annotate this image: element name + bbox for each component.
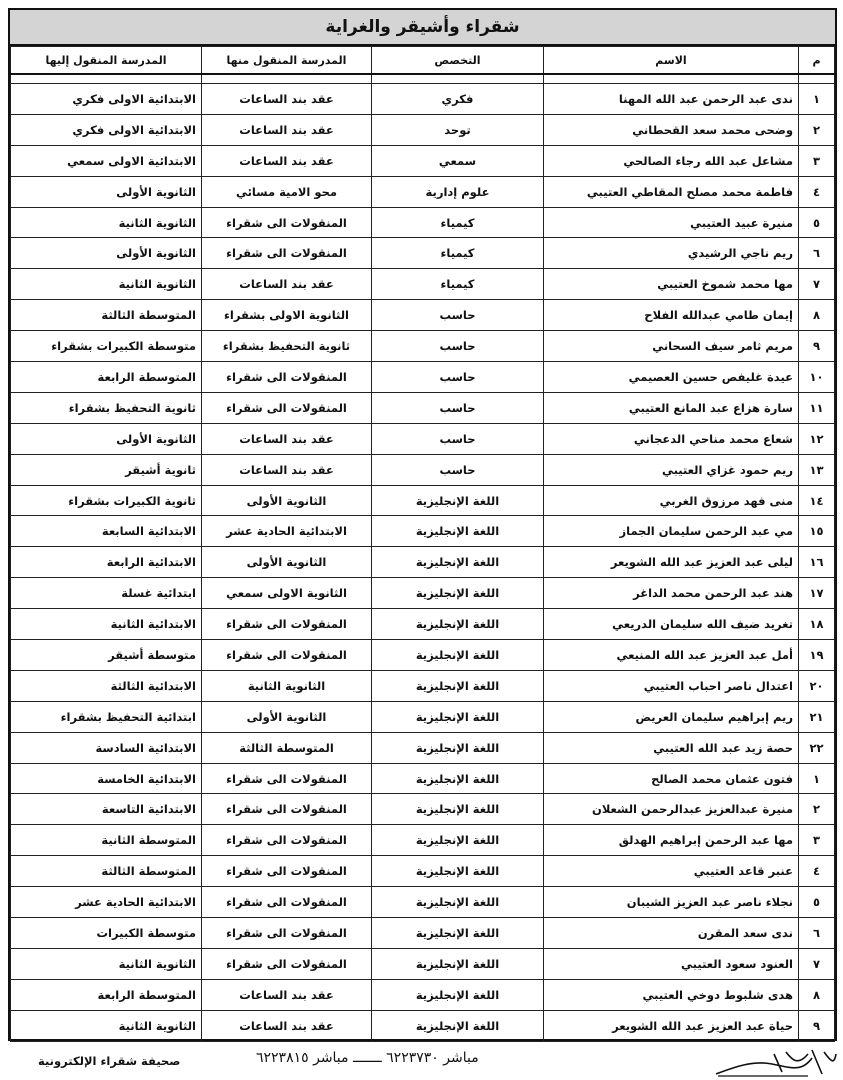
row-number: ١٢ bbox=[799, 423, 835, 454]
table-row bbox=[11, 269, 835, 300]
row-specialty: اللغة الإنجليزية bbox=[372, 640, 544, 671]
row-name: فاطمة محمد مصلح المقاطي العتيبي bbox=[544, 176, 799, 207]
document-sheet bbox=[8, 8, 837, 1041]
row-to-school: ابتدائية التحفيظ بشقراء bbox=[11, 701, 202, 732]
row-name: منيرة عبدالعزيز عبدالرحمن الشعلان bbox=[544, 794, 799, 825]
row-name: ليلى عبد العزيز عبد الله الشويعر bbox=[544, 547, 799, 578]
row-to-school: الابتدائية الحادية عشر bbox=[11, 887, 202, 918]
table-row bbox=[11, 84, 835, 115]
row-name: منى فهد مرزوق الغربي bbox=[544, 485, 799, 516]
row-number: ١١ bbox=[799, 392, 835, 423]
row-to-school: الابتدائية التاسعة bbox=[11, 794, 202, 825]
signature-mark bbox=[712, 1046, 840, 1080]
row-from-school: المنقولات الى شقراء bbox=[202, 918, 372, 949]
row-name: سارة هزاع عبد المانع العتيبي bbox=[544, 392, 799, 423]
row-from-school: محو الامية مسائي bbox=[202, 176, 372, 207]
row-number: ٦ bbox=[799, 238, 835, 269]
row-specialty: حاسب bbox=[372, 454, 544, 485]
row-specialty: حاسب bbox=[372, 331, 544, 362]
row-name: مها محمد شموخ العتيبي bbox=[544, 269, 799, 300]
row-from-school: المنقولات الى شقراء bbox=[202, 825, 372, 856]
row-specialty: اللغة الإنجليزية bbox=[372, 825, 544, 856]
table-row bbox=[11, 238, 835, 269]
row-to-school: الثانوية الثانية bbox=[11, 1010, 202, 1041]
row-from-school: المنقولات الى شقراء bbox=[202, 948, 372, 979]
table-row bbox=[11, 918, 835, 949]
row-number: ١ bbox=[799, 763, 835, 794]
table-row bbox=[11, 856, 835, 887]
row-specialty: اللغة الإنجليزية bbox=[372, 578, 544, 609]
row-from-school: الابتدائية الحادية عشر bbox=[202, 516, 372, 547]
table-row bbox=[11, 763, 835, 794]
row-from-school: عقد بند الساعات bbox=[202, 145, 372, 176]
row-number: ١٨ bbox=[799, 609, 835, 640]
row-specialty: اللغة الإنجليزية bbox=[372, 856, 544, 887]
row-specialty: اللغة الإنجليزية bbox=[372, 918, 544, 949]
row-name: إيمان طامي عبدالله الفلاح bbox=[544, 300, 799, 331]
row-number: ١٥ bbox=[799, 516, 835, 547]
row-specialty: اللغة الإنجليزية bbox=[372, 763, 544, 794]
table-row bbox=[11, 114, 835, 145]
table-row bbox=[11, 454, 835, 485]
table-row bbox=[11, 670, 835, 701]
row-specialty: اللغة الإنجليزية bbox=[372, 732, 544, 763]
row-from-school: المنقولات الى شقراء bbox=[202, 609, 372, 640]
row-to-school: متوسطة أشيقر bbox=[11, 640, 202, 671]
table-row bbox=[11, 794, 835, 825]
row-name: ريم حمود غزاي العتيبي bbox=[544, 454, 799, 485]
row-to-school: الثانوية الأولى bbox=[11, 238, 202, 269]
row-specialty: اللغة الإنجليزية bbox=[372, 948, 544, 979]
row-specialty: اللغة الإنجليزية bbox=[372, 547, 544, 578]
row-to-school: ابتدائية غسلة bbox=[11, 578, 202, 609]
header-spacer-row bbox=[11, 74, 835, 84]
row-number: ١٦ bbox=[799, 547, 835, 578]
row-to-school: الابتدائية الثالثة bbox=[11, 670, 202, 701]
row-to-school: الثانوية الثانية bbox=[11, 269, 202, 300]
row-from-school: عقد بند الساعات bbox=[202, 114, 372, 145]
row-name: مريم ثامر سيف السحاني bbox=[544, 331, 799, 362]
row-from-school: المتوسطة الثالثة bbox=[202, 732, 372, 763]
row-specialty: حاسب bbox=[372, 392, 544, 423]
row-name: ريم ناجي الرشيدي bbox=[544, 238, 799, 269]
table-row bbox=[11, 547, 835, 578]
row-from-school: عقد بند الساعات bbox=[202, 423, 372, 454]
table-row bbox=[11, 701, 835, 732]
row-specialty: كيمياء bbox=[372, 207, 544, 238]
row-name: ندى عبد الرحمن عبد الله المهنا bbox=[544, 84, 799, 115]
table-row bbox=[11, 887, 835, 918]
row-name: شعاع محمد مناحي الدعجاني bbox=[544, 423, 799, 454]
row-specialty: اللغة الإنجليزية bbox=[372, 516, 544, 547]
row-specialty: حاسب bbox=[372, 300, 544, 331]
row-specialty: توحد bbox=[372, 114, 544, 145]
footer-phone-numbers: مباشر ٦٢٢٣٧٣٠ ـــــــ مباشر ٦٢٢٣٨١٥ bbox=[256, 1050, 479, 1066]
row-number: ٨ bbox=[799, 300, 835, 331]
row-number: ٧ bbox=[799, 269, 835, 300]
row-name: فتون عثمان محمد الصالح bbox=[544, 763, 799, 794]
row-from-school: المنقولات الى شقراء bbox=[202, 887, 372, 918]
row-name: تغريد ضيف الله سليمان الدريعي bbox=[544, 609, 799, 640]
header-specialty: التخصص bbox=[372, 47, 544, 75]
row-from-school: عقد بند الساعات bbox=[202, 1010, 372, 1041]
table-row bbox=[11, 948, 835, 979]
table-row bbox=[11, 300, 835, 331]
row-from-school: المنقولات الى شقراء bbox=[202, 763, 372, 794]
row-to-school: المتوسطة الثانية bbox=[11, 825, 202, 856]
row-specialty: حاسب bbox=[372, 362, 544, 393]
row-name: نجلاء ناصر عبد العزيز الشيبان bbox=[544, 887, 799, 918]
table-row bbox=[11, 609, 835, 640]
row-number: ١٤ bbox=[799, 485, 835, 516]
row-number: ٨ bbox=[799, 979, 835, 1010]
row-name: اعتدال ناصر احباب العتيبي bbox=[544, 670, 799, 701]
row-to-school: الابتدائية السادسة bbox=[11, 732, 202, 763]
row-to-school: المتوسطة الثالثة bbox=[11, 856, 202, 887]
row-from-school: عقد بند الساعات bbox=[202, 979, 372, 1010]
row-to-school: الثانوية الأولى bbox=[11, 176, 202, 207]
row-from-school: المنقولات الى شقراء bbox=[202, 640, 372, 671]
row-from-school: الثانوية الثانية bbox=[202, 670, 372, 701]
row-specialty: اللغة الإنجليزية bbox=[372, 1010, 544, 1041]
row-name: ندى سعد المقرن bbox=[544, 918, 799, 949]
table-row bbox=[11, 578, 835, 609]
header-from-school: المدرسة المنقول منها bbox=[202, 47, 372, 75]
header-num: م bbox=[799, 47, 835, 75]
table-row bbox=[11, 516, 835, 547]
row-to-school: المتوسطة الرابعة bbox=[11, 362, 202, 393]
table-row bbox=[11, 979, 835, 1010]
row-name: مي عبد الرحمن سليمان الجماز bbox=[544, 516, 799, 547]
row-to-school: الابتدائية الرابعة bbox=[11, 547, 202, 578]
row-number: ٤ bbox=[799, 176, 835, 207]
row-from-school: المنقولات الى شقراء bbox=[202, 794, 372, 825]
page-footer bbox=[0, 1044, 843, 1080]
table-row bbox=[11, 732, 835, 763]
row-specialty: فكري bbox=[372, 84, 544, 115]
row-to-school: ثانوية الكبيرات بشقراء bbox=[11, 485, 202, 516]
row-to-school: الابتدائية الثانية bbox=[11, 609, 202, 640]
row-from-school: عقد بند الساعات bbox=[202, 84, 372, 115]
row-specialty: اللغة الإنجليزية bbox=[372, 979, 544, 1010]
row-specialty: اللغة الإنجليزية bbox=[372, 794, 544, 825]
row-specialty: اللغة الإنجليزية bbox=[372, 609, 544, 640]
row-name: العنود سعود العتيبي bbox=[544, 948, 799, 979]
header-name: الاسم bbox=[544, 47, 799, 75]
row-from-school: الثانوية الأولى bbox=[202, 485, 372, 516]
table-row bbox=[11, 640, 835, 671]
row-to-school: الابتدائية الخامسة bbox=[11, 763, 202, 794]
table-row bbox=[11, 392, 835, 423]
row-from-school: المنقولات الى شقراء bbox=[202, 207, 372, 238]
row-number: ١٣ bbox=[799, 454, 835, 485]
row-to-school: الثانوية الأولى bbox=[11, 423, 202, 454]
row-name: مشاعل عبد الله رجاء الصالحي bbox=[544, 145, 799, 176]
row-number: ٣ bbox=[799, 145, 835, 176]
table-row bbox=[11, 1010, 835, 1041]
row-name: هند عبد الرحمن محمد الداغر bbox=[544, 578, 799, 609]
row-name: منيرة عبيد العتيبي bbox=[544, 207, 799, 238]
row-number: ٥ bbox=[799, 207, 835, 238]
transfers-table bbox=[10, 46, 835, 1042]
row-to-school: الثانوية الثانية bbox=[11, 207, 202, 238]
header-to-school: المدرسة المنقول إليها bbox=[11, 47, 202, 75]
row-number: ٧ bbox=[799, 948, 835, 979]
row-specialty: حاسب bbox=[372, 423, 544, 454]
row-number: ٢٠ bbox=[799, 670, 835, 701]
row-from-school: عقد بند الساعات bbox=[202, 269, 372, 300]
row-specialty: سمعي bbox=[372, 145, 544, 176]
row-to-school: ثانوية التحفيظ بشقراء bbox=[11, 392, 202, 423]
row-specialty: اللغة الإنجليزية bbox=[372, 485, 544, 516]
row-to-school: متوسطة الكبيرات بشقراء bbox=[11, 331, 202, 362]
table-row bbox=[11, 362, 835, 393]
row-name: هدى شلبوط دوخي العتيبي bbox=[544, 979, 799, 1010]
row-from-school: الثانوية الاولى سمعي bbox=[202, 578, 372, 609]
row-to-school: الابتدائية السابعة bbox=[11, 516, 202, 547]
row-specialty: كيمياء bbox=[372, 269, 544, 300]
row-specialty: اللغة الإنجليزية bbox=[372, 670, 544, 701]
row-specialty: اللغة الإنجليزية bbox=[372, 701, 544, 732]
row-number: ١٩ bbox=[799, 640, 835, 671]
row-to-school: الابتدائية الاولى سمعي bbox=[11, 145, 202, 176]
row-number: ١ bbox=[799, 84, 835, 115]
row-specialty: كيمياء bbox=[372, 238, 544, 269]
row-name: حصة زيد عبد الله العتيبي bbox=[544, 732, 799, 763]
row-from-school: المنقولات الى شقراء bbox=[202, 856, 372, 887]
row-to-school: المتوسطة الرابعة bbox=[11, 979, 202, 1010]
row-to-school: متوسطة الكبيرات bbox=[11, 918, 202, 949]
table-row bbox=[11, 423, 835, 454]
row-number: ٢١ bbox=[799, 701, 835, 732]
footer-source: صحيفة شقراء الإلكترونية bbox=[38, 1054, 181, 1068]
table-row bbox=[11, 331, 835, 362]
row-number: ٢ bbox=[799, 114, 835, 145]
table-row bbox=[11, 176, 835, 207]
row-number: ٩ bbox=[799, 1010, 835, 1041]
row-to-school: الثانوية الثانية bbox=[11, 948, 202, 979]
row-name: وضحى محمد سعد القحطاني bbox=[544, 114, 799, 145]
row-from-school: المنقولات الى شقراء bbox=[202, 392, 372, 423]
row-from-school: الثانوية الأولى bbox=[202, 547, 372, 578]
table-row bbox=[11, 145, 835, 176]
row-name: عيدة غليفص حسين العصيمي bbox=[544, 362, 799, 393]
row-from-school: المنقولات الى شقراء bbox=[202, 238, 372, 269]
table-header-row bbox=[11, 47, 835, 75]
row-number: ٤ bbox=[799, 856, 835, 887]
row-to-school: المتوسطة الثالثة bbox=[11, 300, 202, 331]
row-from-school: الثانوية الاولى بشقراء bbox=[202, 300, 372, 331]
row-to-school: ثانوية أشيقر bbox=[11, 454, 202, 485]
row-name: ريم إبراهيم سليمان العريض bbox=[544, 701, 799, 732]
row-number: ١٧ bbox=[799, 578, 835, 609]
row-number: ٩ bbox=[799, 331, 835, 362]
row-to-school: الابتدائية الاولى فكري bbox=[11, 114, 202, 145]
row-number: ٥ bbox=[799, 887, 835, 918]
row-from-school: الثانوية الأولى bbox=[202, 701, 372, 732]
document-title: شقراء وأشيقر والغراية bbox=[10, 10, 835, 46]
table-row bbox=[11, 825, 835, 856]
row-number: ٣ bbox=[799, 825, 835, 856]
row-from-school: المنقولات الى شقراء bbox=[202, 362, 372, 393]
row-number: ١٠ bbox=[799, 362, 835, 393]
row-specialty: اللغة الإنجليزية bbox=[372, 887, 544, 918]
row-number: ٦ bbox=[799, 918, 835, 949]
table-row bbox=[11, 485, 835, 516]
row-specialty: علوم إدارية bbox=[372, 176, 544, 207]
row-number: ٢ bbox=[799, 794, 835, 825]
row-name: مها عبد الرحمن إبراهيم الهدلق bbox=[544, 825, 799, 856]
row-number: ٢٢ bbox=[799, 732, 835, 763]
row-name: حياة عبد العزيز عبد الله الشويعر bbox=[544, 1010, 799, 1041]
row-to-school: الابتدائية الاولى فكري bbox=[11, 84, 202, 115]
row-name: عنبر قاعد العتيبي bbox=[544, 856, 799, 887]
table-row bbox=[11, 207, 835, 238]
row-from-school: عقد بند الساعات bbox=[202, 454, 372, 485]
row-from-school: ثانوية التحفيظ بشقراء bbox=[202, 331, 372, 362]
row-name: أمل عبد العزيز عبد الله المنيعي bbox=[544, 640, 799, 671]
